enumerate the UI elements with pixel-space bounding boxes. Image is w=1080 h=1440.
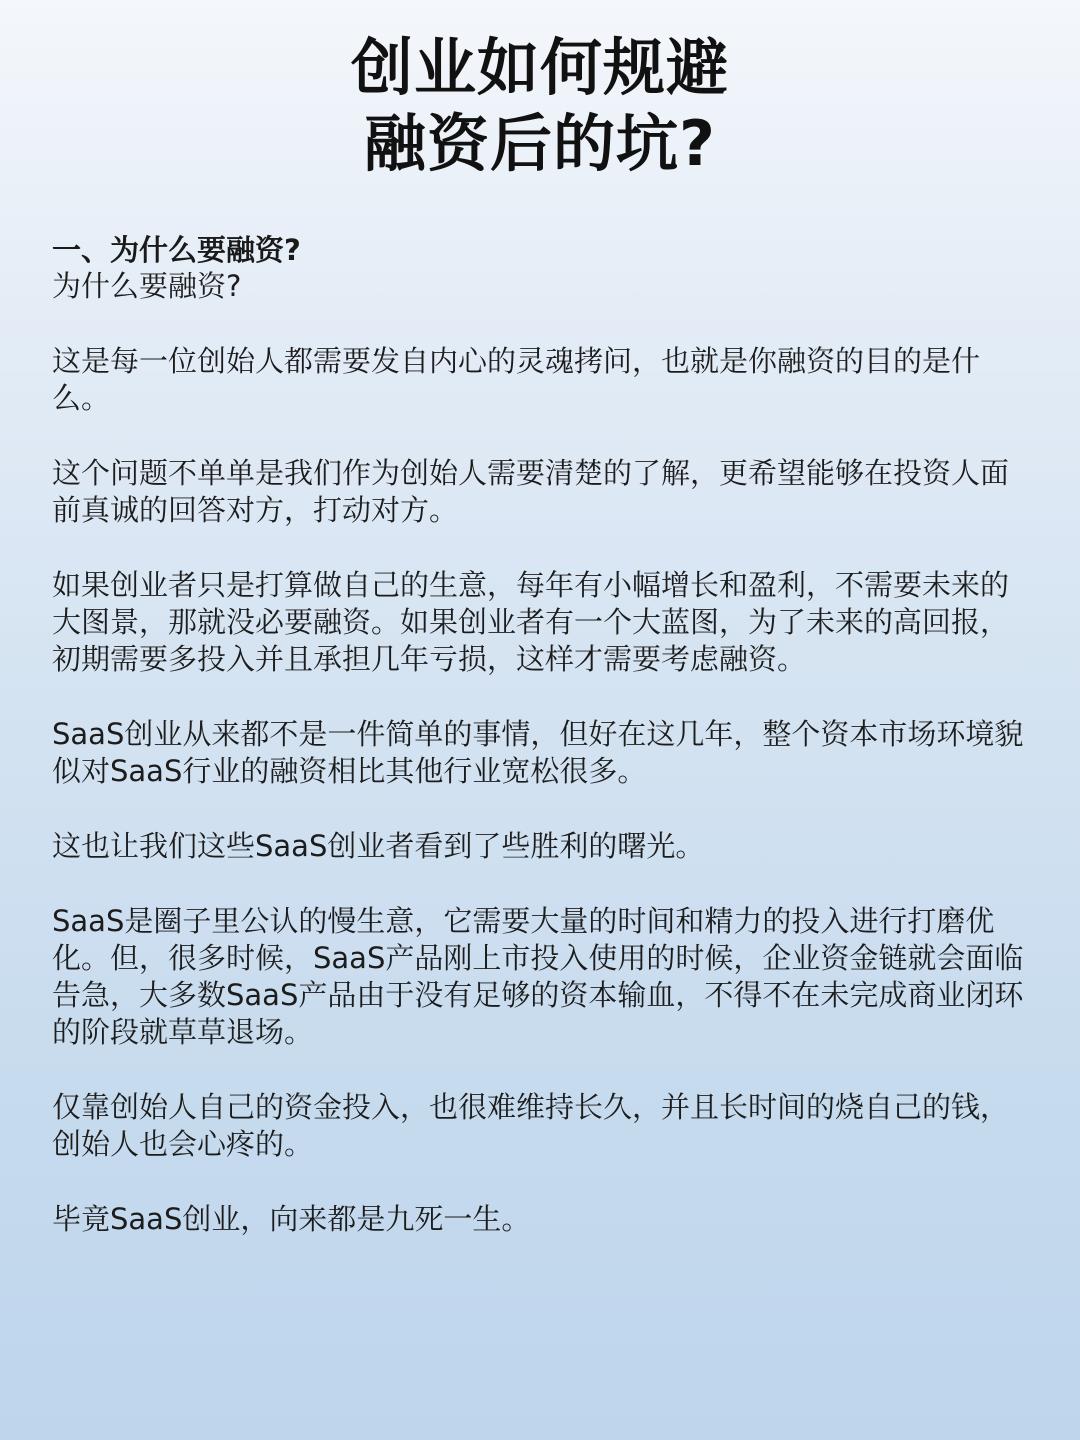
article-body: [52, 232, 1028, 1276]
paragraph: 毕竟SaaS创业，向来都是九死一生。: [52, 1202, 531, 1236]
paragraph: 仅靠创始人自己的资金投入，也很难维持长久，并且长时间的烧自己的钱，创始人也会心疼的。: [52, 1090, 1010, 1161]
paragraph: 这也让我们这些SaaS创业者看到了些胜利的曙光。: [52, 829, 705, 863]
paragraph: 如果创业者只是打算做自己的生意，每年有小幅增长和盈利，不需要未来的大图景，那就没必要融资。如果创业者有一个大蓝图，为了未来的高回报，初期需要多投入并且承担几年亏损，这样才需要考虑融资。: [52, 568, 1010, 676]
paragraph: 这是每一位创始人都需要发自内心的灵魂拷问，也就是你融资的目的是什么。: [52, 344, 981, 415]
paragraph: SaaS创业从来都不是一件简单的事情，但好在这几年，整个资本市场环境貌似对SaaS行业的融资相比其他行业宽松很多。: [52, 717, 1024, 788]
page-title-line-2: 融资后的坑?: [364, 107, 716, 180]
paragraph: 为什么要融资?: [52, 269, 242, 303]
page-title: [0, 30, 1080, 182]
paragraph: SaaS是圈子里公认的慢生意，它需要大量的时间和精力的投入进行打磨优化。但，很多时候，SaaS产品刚上市投入使用的时候，企业资金链就会面临告急，大多数SaaS产品由于没有足够的资本输血，不得不在未完成商业闭环的阶段就草草退场。: [52, 904, 1024, 1049]
paragraph: 这个问题不单单是我们作为创始人需要清楚的了解，更希望能够在投资人面前真诚的回答对方，打动对方。: [52, 456, 1010, 527]
page-title-line-1: 创业如何规避: [350, 31, 729, 104]
section-heading: 一、为什么要融资?: [52, 233, 301, 267]
